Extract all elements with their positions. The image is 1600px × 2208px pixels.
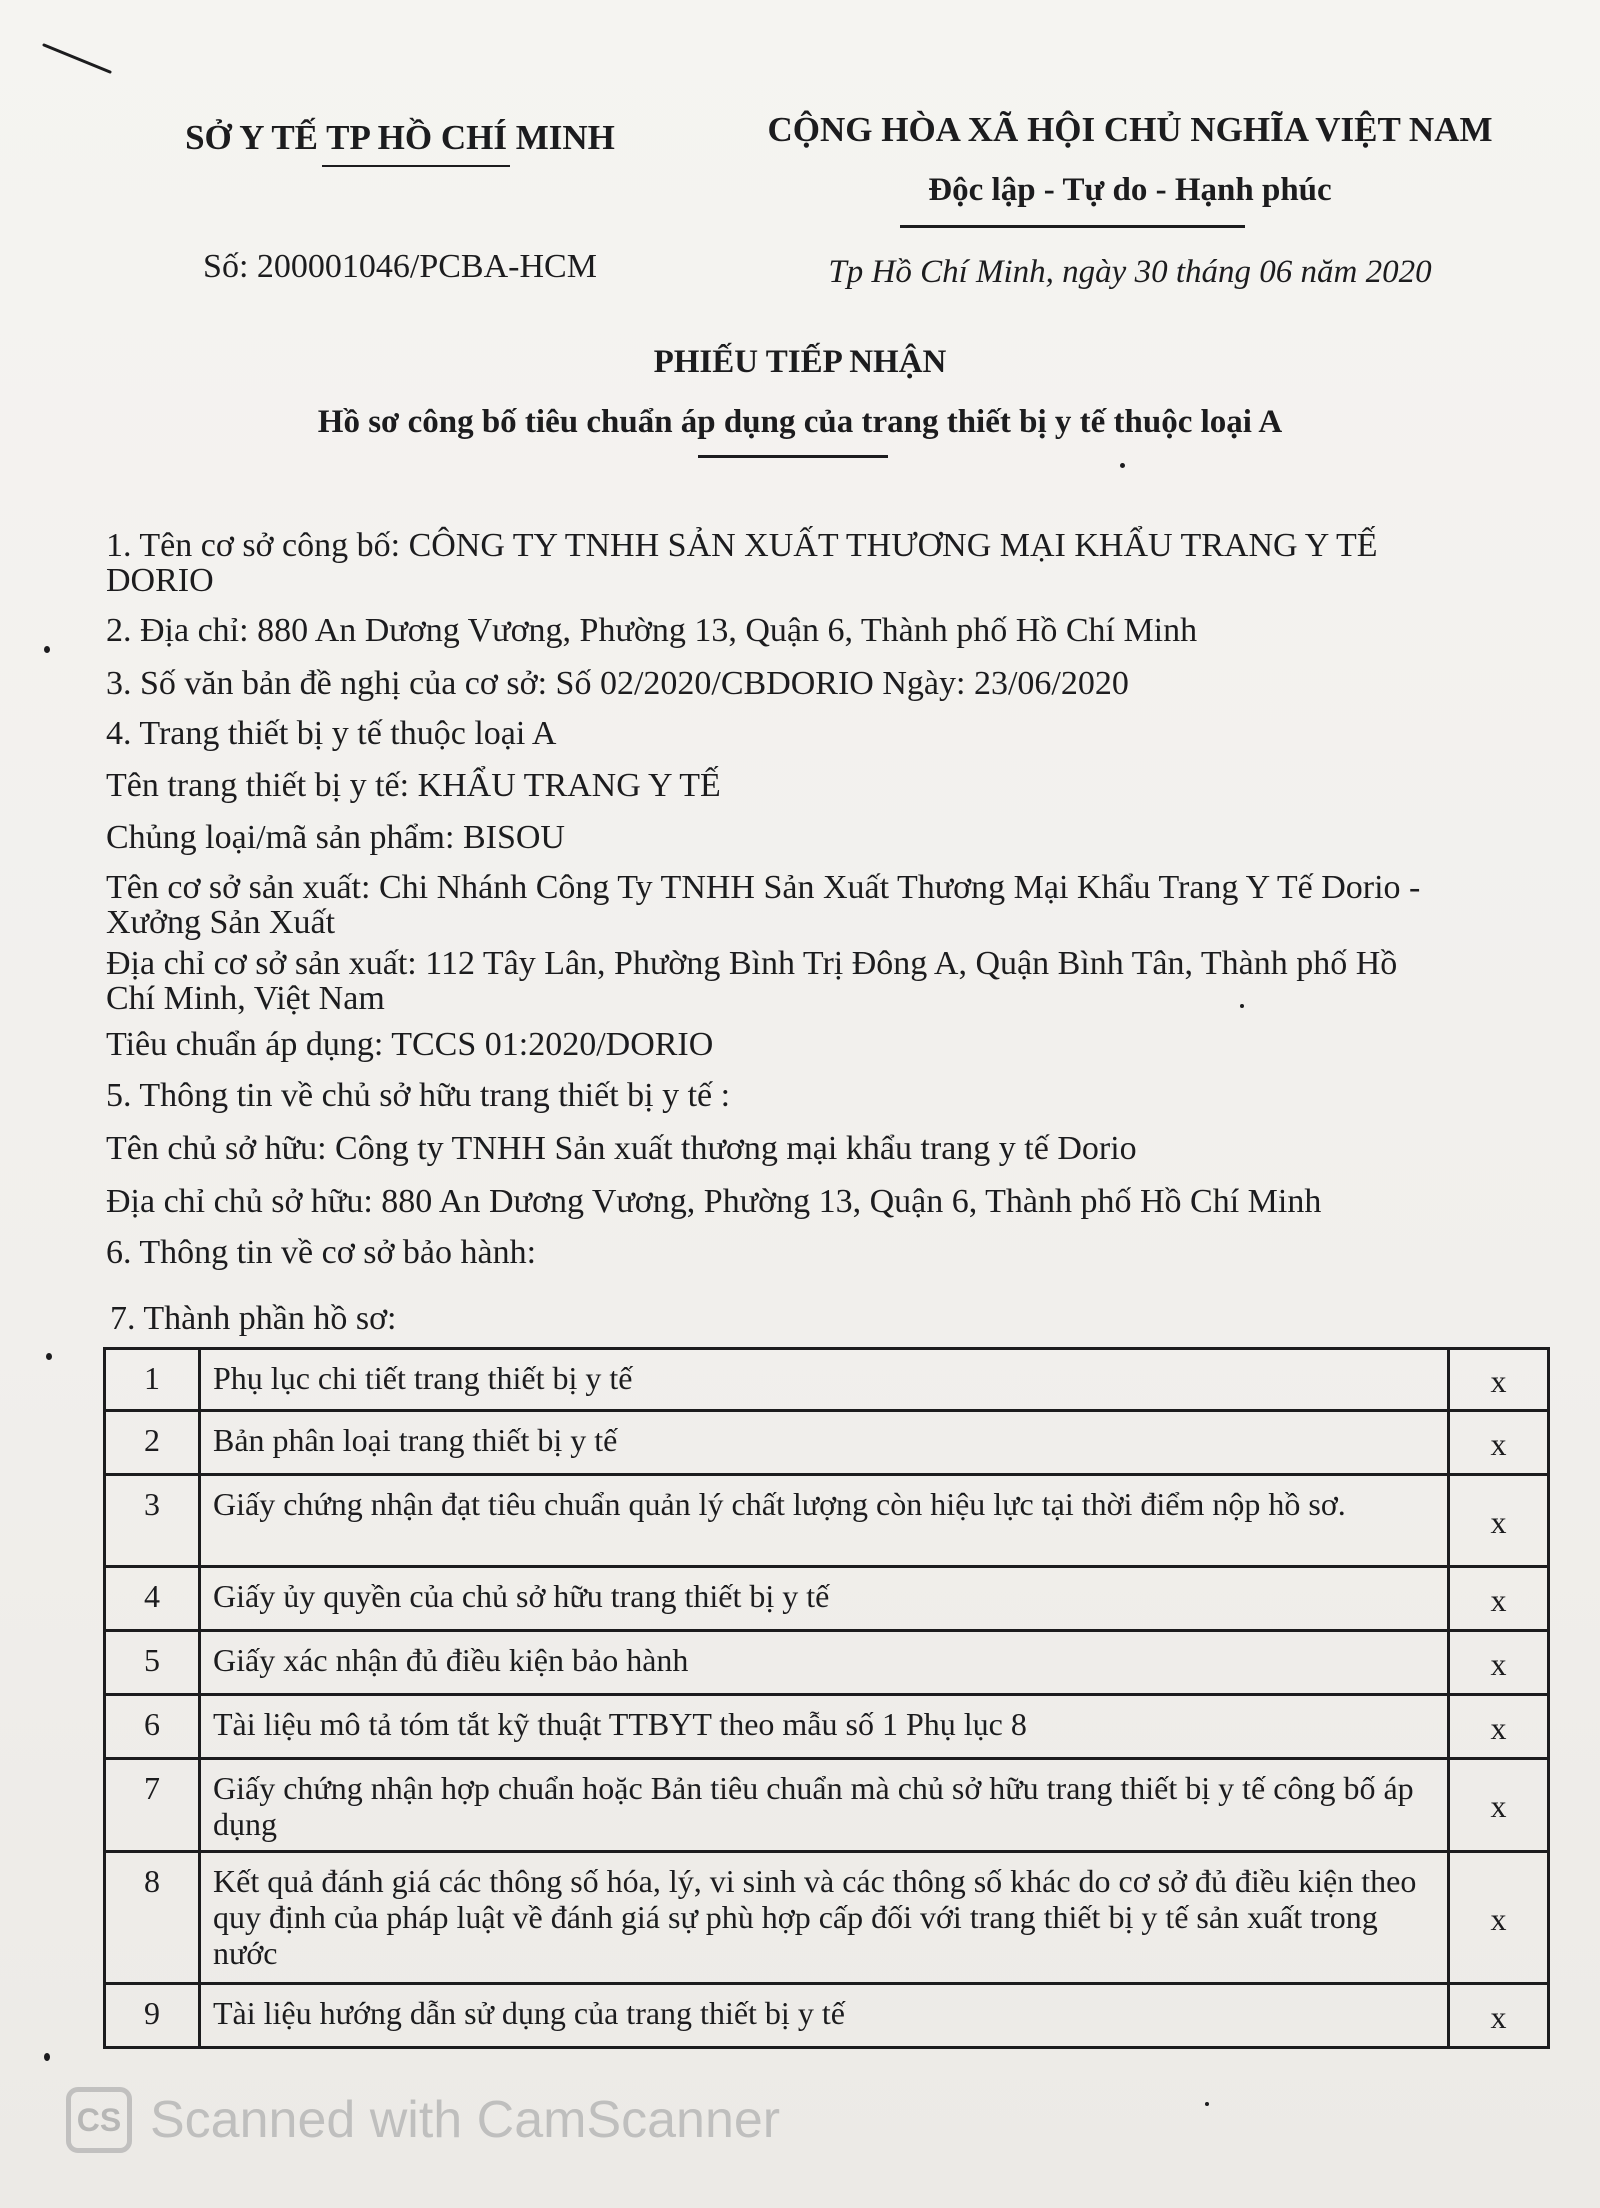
country-name: CỘNG HÒA XÃ HỘI CHỦ NGHĨA VIỆT NAM bbox=[767, 110, 1493, 149]
manufacturer-cont: Xưởng Sản Xuất bbox=[106, 904, 336, 941]
device-class-line: 4. Trang thiết bị y tế thuộc loại A bbox=[106, 715, 557, 752]
national-motto: Độc lập - Tự do - Hạnh phúc bbox=[928, 172, 1332, 208]
row-number: 2 bbox=[105, 1411, 200, 1475]
document-name: Bản phân loại trang thiết bị y tế bbox=[200, 1411, 1449, 1475]
document-name: Tài liệu mô tả tóm tắt kỹ thuật TTBYT theo mẫu số 1 Phụ lục 8 bbox=[200, 1695, 1449, 1759]
table-row bbox=[105, 1349, 1549, 1411]
table-row bbox=[105, 1695, 1549, 1759]
manufacturer-address-line: Địa chỉ cơ sở sản xuất: 112 Tây Lân, Phường Bình Trị Đông A, Quận Bình Tân, Thành phố Hồ bbox=[106, 945, 1398, 982]
motto-underline bbox=[900, 225, 1245, 228]
check-mark: x bbox=[1449, 1411, 1549, 1475]
check-mark: x bbox=[1449, 1759, 1549, 1852]
receipt-subtitle: Hồ sơ công bố tiêu chuẩn áp dụng của trang thiết bị y tế thuộc loại A bbox=[317, 404, 1283, 440]
table-row bbox=[105, 1567, 1549, 1631]
table-row bbox=[105, 1475, 1549, 1567]
camscanner-watermark bbox=[66, 2085, 780, 2155]
manufacturer-line: Tên cơ sở sản xuất: Chi Nhánh Công Ty TNHH Sản Xuất Thương Mại Khẩu Trang Y Tế Dorio - bbox=[106, 869, 1421, 906]
agency-name: SỞ Y TẾ TP HỒ CHÍ MINH bbox=[185, 118, 615, 157]
check-mark: x bbox=[1449, 1695, 1549, 1759]
table-row bbox=[105, 1411, 1549, 1475]
scan-speck bbox=[46, 1353, 52, 1360]
scan-speck bbox=[1240, 1004, 1244, 1008]
scan-speck bbox=[44, 646, 50, 653]
model-line: Chủng loại/mã sản phẩm: BISOU bbox=[106, 819, 565, 856]
request-number-line: 3. Số văn bản đề nghị của cơ sở: Số 02/2020/CBDORIO Ngày: 23/06/2020 bbox=[106, 665, 1129, 702]
owner-address-line: Địa chỉ chủ sở hữu: 880 An Dương Vương, Phường 13, Quận 6, Thành phố Hồ Chí Minh bbox=[106, 1183, 1322, 1220]
facility-name-line: 1. Tên cơ sở công bố: CÔNG TY TNHH SẢN XUẤT THƯƠNG MẠI KHẨU TRANG Y TẾ bbox=[106, 527, 1378, 564]
document-name: Giấy chứng nhận hợp chuẩn hoặc Bản tiêu chuẩn mà chủ sở hữu trang thiết bị y tế công bố áp dụng bbox=[200, 1759, 1449, 1852]
row-number: 4 bbox=[105, 1567, 200, 1631]
address-line: 2. Địa chỉ: 880 An Dương Vương, Phường 13, Quận 6, Thành phố Hồ Chí Minh bbox=[106, 612, 1198, 649]
owner-name-line: Tên chủ sở hữu: Công ty TNHH Sản xuất thương mại khẩu trang y tế Dorio bbox=[106, 1130, 1137, 1167]
row-number: 7 bbox=[105, 1759, 200, 1852]
dossier-components-heading: 7. Thành phần hồ sơ: bbox=[110, 1300, 397, 1337]
pen-stroke-mark bbox=[40, 40, 120, 80]
camscanner-text: Scanned with CamScanner bbox=[150, 2091, 781, 2149]
table-row bbox=[105, 1759, 1549, 1852]
table-row bbox=[105, 1631, 1549, 1695]
scan-speck bbox=[44, 2053, 50, 2061]
check-mark: x bbox=[1449, 1349, 1549, 1411]
receipt-title: PHIẾU TIẾP NHẬN bbox=[653, 344, 947, 380]
document-number: Số: 200001046/PCBA-HCM bbox=[203, 248, 597, 285]
check-mark: x bbox=[1449, 1631, 1549, 1695]
document-name: Giấy ủy quyền của chủ sở hữu trang thiết bị y tế bbox=[200, 1567, 1449, 1631]
document-name: Tài liệu hướng dẫn sử dụng của trang thiết bị y tế bbox=[200, 1984, 1449, 2048]
check-mark: x bbox=[1449, 1984, 1549, 2048]
row-number: 3 bbox=[105, 1475, 200, 1567]
facility-name-cont: DORIO bbox=[106, 562, 214, 599]
dossier-components-table bbox=[103, 1347, 1550, 2049]
scan-speck bbox=[1120, 463, 1125, 468]
row-number: 5 bbox=[105, 1631, 200, 1695]
document-name: Phụ lục chi tiết trang thiết bị y tế bbox=[200, 1349, 1449, 1411]
warranty-heading: 6. Thông tin về cơ sở bảo hành: bbox=[106, 1234, 537, 1271]
row-number: 1 bbox=[105, 1349, 200, 1411]
camscanner-logo: CS bbox=[66, 2087, 132, 2153]
row-number: 6 bbox=[105, 1695, 200, 1759]
agency-underline bbox=[322, 165, 510, 167]
device-name-line: Tên trang thiết bị y tế: KHẨU TRANG Y TẾ bbox=[106, 767, 721, 804]
manufacturer-address-cont: Chí Minh, Việt Nam bbox=[106, 980, 385, 1017]
table-row bbox=[105, 1852, 1549, 1984]
document-name: Giấy chứng nhận đạt tiêu chuẩn quản lý chất lượng còn hiệu lực tại thời điểm nộp hồ sơ. bbox=[200, 1475, 1449, 1567]
owner-section-heading: 5. Thông tin về chủ sở hữu trang thiết bị y tế : bbox=[106, 1077, 731, 1114]
table-row bbox=[105, 1984, 1549, 2048]
place-date: Tp Hồ Chí Minh, ngày 30 tháng 06 năm 2020 bbox=[828, 254, 1432, 290]
check-mark: x bbox=[1449, 1852, 1549, 1984]
document-name: Giấy xác nhận đủ điều kiện bảo hành bbox=[200, 1631, 1449, 1695]
document-name: Kết quả đánh giá các thông số hóa, lý, vi sinh và các thông số khác do cơ sở đủ điều kiện theo quy định của pháp luật về đánh giá sự phù hợp cấp đối với trang thiết bị y tế sản xuất trong nước bbox=[200, 1852, 1449, 1984]
row-number: 8 bbox=[105, 1852, 200, 1984]
check-mark: x bbox=[1449, 1475, 1549, 1567]
standard-line: Tiêu chuẩn áp dụng: TCCS 01:2020/DORIO bbox=[106, 1026, 714, 1063]
check-mark: x bbox=[1449, 1567, 1549, 1631]
row-number: 9 bbox=[105, 1984, 200, 2048]
scan-speck bbox=[1205, 2102, 1209, 2106]
title-underline bbox=[698, 455, 888, 458]
